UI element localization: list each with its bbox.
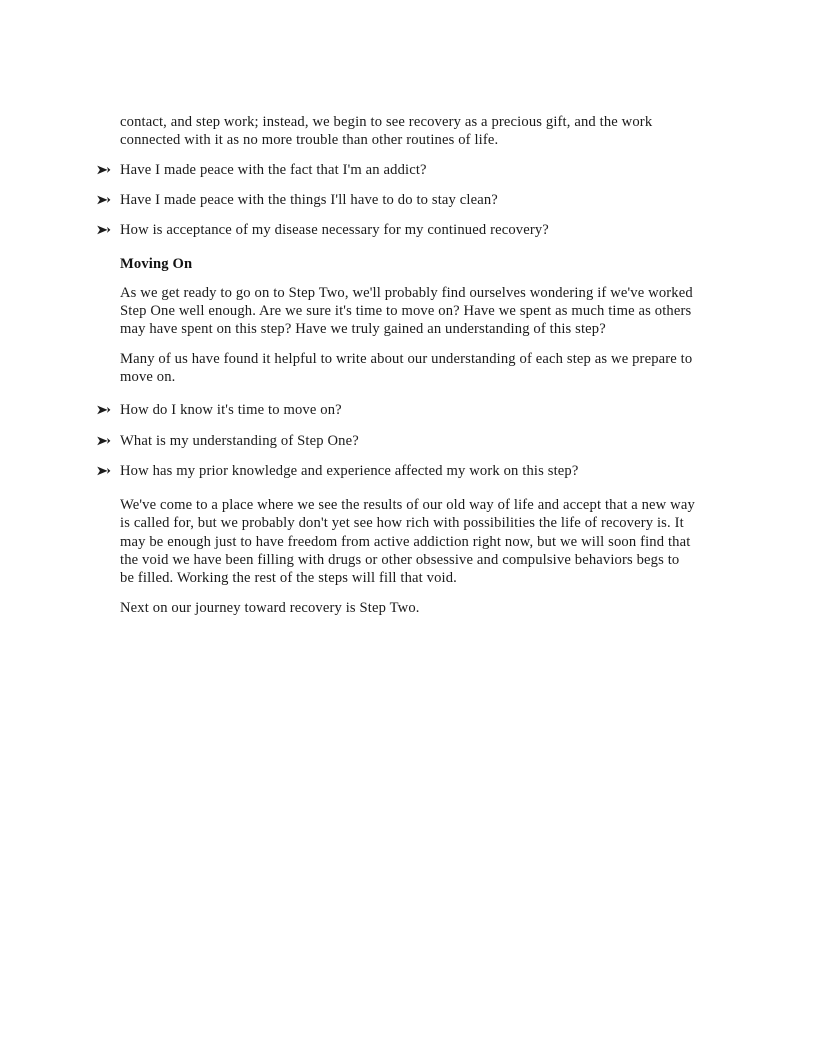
list-item	[120, 161, 697, 179]
question-list-group-two	[120, 401, 697, 480]
list-item	[120, 401, 697, 419]
moving-on-paragraph-one: As we get ready to go on to Step Two, we'll probably find ourselves wondering if we've worked Step One well enough. Are we sure it's time to move on? Have we spent as much time as others may have spent on this step? Have we truly gained an understanding of this step?	[120, 284, 693, 338]
arrow-bullet-icon	[96, 401, 112, 419]
list-item-label: What is my understanding of Step One?	[120, 432, 359, 449]
closing-paragraph: We've come to a place where we see the results of our old way of life and accept that a new way is called for, but we probably don't yet see how rich with possibilities the life of recovery is. It may be enough just to have freedom from active addiction right now, but we will soon find that the void we have been filling with drugs or other obsessive and compulsive behaviors begs to be filled. Working the rest of the steps will fill that void.	[120, 497, 695, 587]
list-item-label: How has my prior knowledge and experience affected my work on this step?	[120, 462, 579, 479]
page-content	[120, 113, 697, 628]
list-item-label: How do I know it's time to move on?	[120, 402, 342, 419]
arrow-bullet-icon	[96, 432, 112, 450]
list-item-label: Have I made peace with the things I'll have to do to stay clean?	[120, 191, 498, 208]
list-item	[120, 221, 697, 239]
moving-on-paragraph-two: Many of us have found it helpful to write about our understanding of each step as we prepare to move on.	[120, 350, 693, 385]
list-item	[120, 462, 697, 480]
arrow-bullet-icon	[96, 221, 112, 239]
section-heading: Moving On	[120, 256, 193, 273]
arrow-bullet-icon	[96, 462, 112, 480]
list-item-label: How is acceptance of my disease necessary for my continued recovery?	[120, 222, 549, 239]
question-list-group-one	[120, 161, 697, 240]
list-item	[120, 191, 697, 209]
arrow-bullet-icon	[96, 161, 112, 179]
list-item	[120, 432, 697, 450]
final-line: Next on our journey toward recovery is Step Two.	[120, 599, 420, 616]
list-item-label: Have I made peace with the fact that I'm an addict?	[120, 161, 427, 178]
intro-paragraph: contact, and step work; instead, we begin to see recovery as a precious gift, and the work connected with it as no more trouble than other routines of life.	[120, 114, 653, 149]
arrow-bullet-icon	[96, 191, 112, 209]
